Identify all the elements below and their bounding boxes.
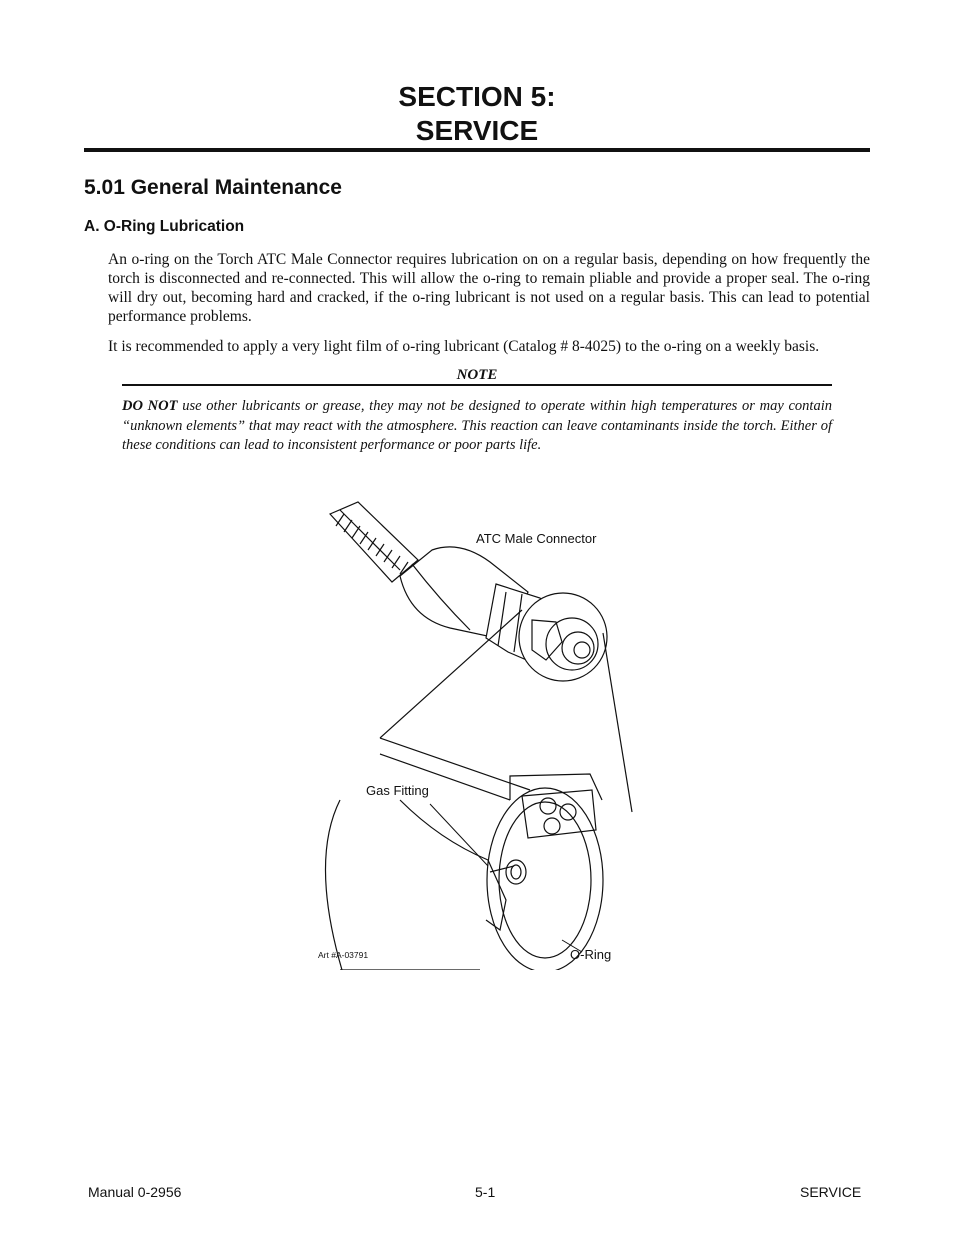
note-label: NOTE	[456, 367, 498, 383]
note-body: use other lubricants or grease, they may not be designed to operate within high temperatures or may contain “unknown elements” that may react with the atmosphere. This reaction can leave contaminants inside the torch. Either of these conditions can lead to inconsistent performance or poor parts life.	[122, 398, 832, 453]
section-title-line2: SERVICE	[415, 115, 539, 146]
note-rule	[122, 384, 832, 386]
label-o-ring: O-Ring	[570, 947, 612, 962]
magnified-view	[325, 738, 603, 970]
footer-page-number: 5-1	[475, 1184, 496, 1200]
note-text	[122, 397, 832, 456]
art-number: Art #A-03791	[318, 950, 369, 960]
note-emphasis: DO NOT	[122, 398, 178, 414]
subsection-heading: A. O-Ring Lubrication	[84, 218, 245, 235]
connector-illustration	[300, 500, 640, 970]
footer-manual: Manual 0-2956	[88, 1184, 182, 1200]
section-heading: 5.01 General Maintenance	[84, 176, 342, 199]
connector-figure	[300, 500, 640, 970]
footer-section: SERVICE	[800, 1184, 862, 1200]
label-atc-male-connector: ATC Male Connector	[476, 531, 597, 546]
section-title-line1: SECTION 5:	[398, 81, 556, 112]
paragraph-1: An o-ring on the Torch ATC Male Connector requires lubrication on on a regular basis, depending on how frequently the torch is disconnected and re-connected. This will allow the o-ring to remain pliable and provide a proper seal. The o-ring will dry out, becoming hard and cracked, if the o-ring lubricant is not used on a regular basis. This can lead to potential performance problems.	[108, 251, 870, 325]
paragraph-2: It is recommended to apply a very light film of o-ring lubricant (Catalog # 8-4025) to the o-ring on a weekly basis.	[108, 338, 820, 355]
section-title	[0, 80, 954, 148]
label-gas-fitting: Gas Fitting	[366, 783, 429, 798]
title-rule	[84, 148, 870, 152]
hose-drawing	[330, 502, 418, 582]
